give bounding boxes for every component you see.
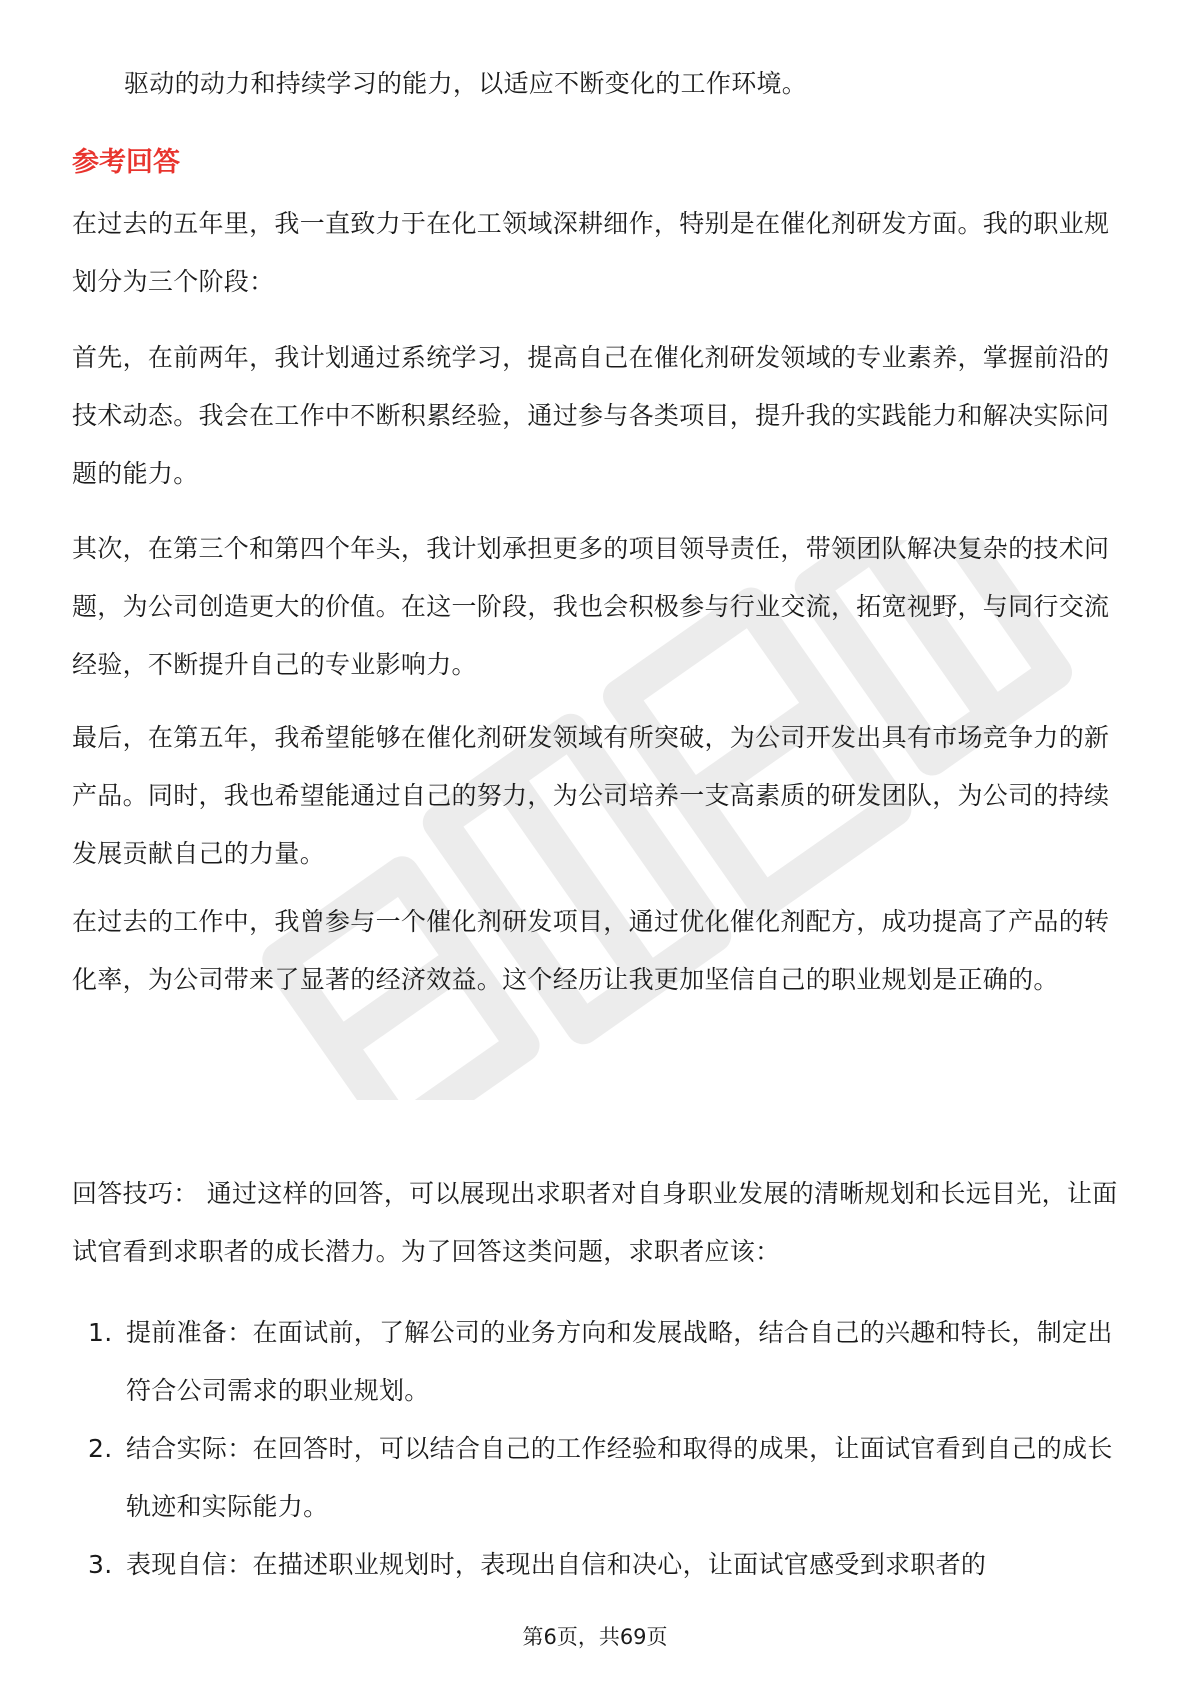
list-item-text: 表现自信：在描述职业规划时，表现出自信和决心，让面试官感受到求职者的 (126, 1550, 987, 1579)
paragraph-2: 首先，在前两年，我计划通过系统学习，提高自己在催化剂研发领域的专业素养，掌握前沿的技术动态。我会在工作中不断积累经验，通过参与各类项目，提升我的实践能力和解决实际问题的能力。 (72, 343, 1110, 488)
list-item-text: 结合实际：在回答时，可以结合自己的工作经验和取得的成果，让面试官看到自己的成长轨迹和实际能力。 (126, 1434, 1113, 1521)
list-item-text: 提前准备：在面试前，了解公司的业务方向和发展战略，结合自己的兴趣和特长，制定出符合公司需求的职业规划。 (126, 1318, 1113, 1405)
paragraph-5: 在过去的工作中，我曾参与一个催化剂研发项目，通过优化催化剂配方，成功提高了产品的转化率，为公司带来了显著的经济效益。这个经历让我更加坚信自己的职业规划是正确的。 (72, 907, 1110, 994)
list-item (72, 1536, 1122, 1594)
page-footer: 第6页，共69页 (522, 1625, 668, 1649)
list-number: 2. (88, 1434, 113, 1463)
paragraph-1: 在过去的五年里，我一直致力于在化工领域深耕细作，特别是在催化剂研发方面。我的职业规划分为三个阶段： (72, 209, 1110, 296)
tips-intro: 回答技巧： 通过这样的回答，可以展现出求职者对自身职业发展的清晰规划和长远目光，让面试官看到求职者的成长潜力。为了回答这类问题，求职者应该： (72, 1179, 1118, 1266)
intro-line: 驱动的动力和持续学习的能力，以适应不断变化的工作环境。 (124, 69, 808, 98)
list-item (72, 1420, 1122, 1536)
paragraph-4: 最后，在第五年，我希望能够在催化剂研发领域有所突破，为公司开发出具有市场竞争力的新产品。同时，我也希望能通过自己的努力，为公司培养一支高素质的研发团队，为公司的持续发展贡献自己的力量。 (72, 723, 1110, 868)
list-item (72, 1304, 1122, 1420)
tips-list (72, 1304, 1122, 1594)
list-number: 3. (88, 1550, 113, 1579)
list-number: 1. (88, 1318, 113, 1347)
paragraph-3: 其次，在第三个和第四个年头，我计划承担更多的项目领导责任，带领团队解决复杂的技术问题，为公司创造更大的价值。在这一阶段，我也会积极参与行业交流，拓宽视野，与同行交流经验，不断提升自己的专业影响力。 (72, 534, 1110, 679)
section-title: 参考回答 (72, 147, 180, 178)
